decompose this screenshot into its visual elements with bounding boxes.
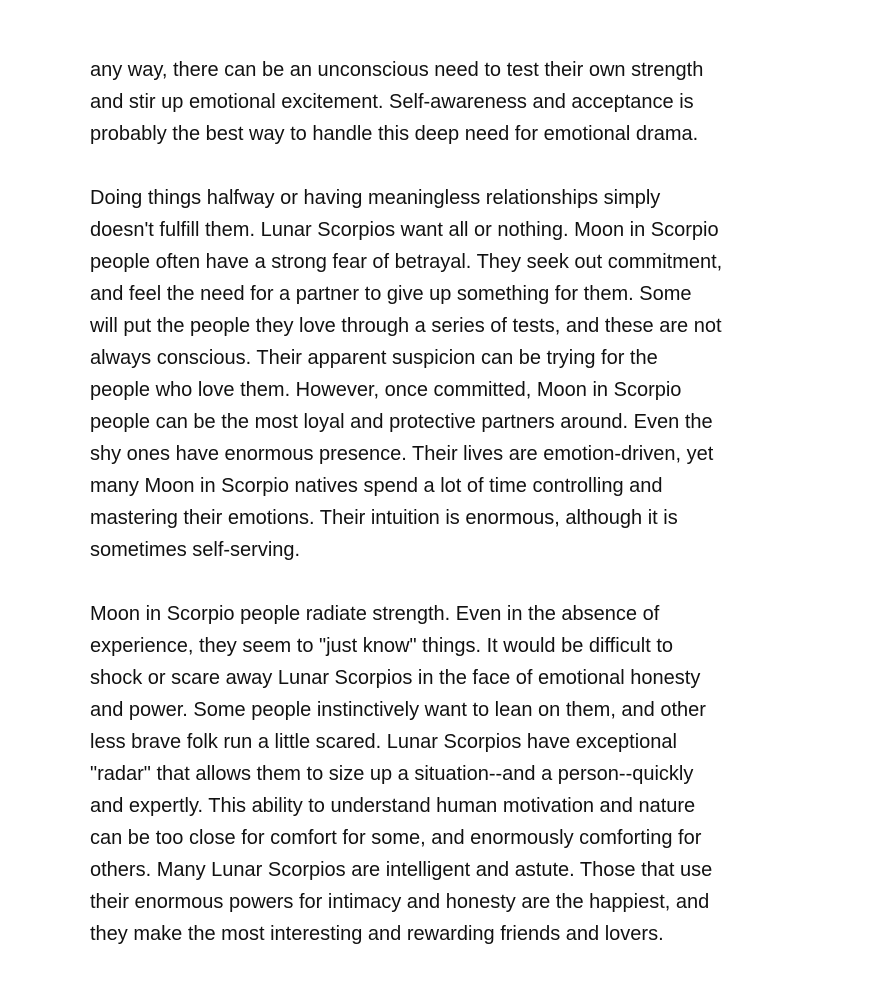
text-line: people often have a strong fear of betrayal. They seek out commitment, <box>90 251 723 273</box>
text-line: and expertly. This ability to understand human motivation and nature <box>90 795 696 817</box>
text-line: Doing things halfway or having meaningless relationships simply <box>90 187 661 209</box>
text-line: always conscious. Their apparent suspicion can be trying for the <box>90 347 658 369</box>
text-line: their enormous powers for intimacy and honesty are the happiest, and <box>90 891 710 913</box>
text-line: experience, they seem to "just know" things. It would be difficult to <box>90 635 674 657</box>
paragraph <box>90 598 800 950</box>
text-line: can be too close for comfort for some, and enormously comforting for <box>90 827 702 849</box>
text-line: probably the best way to handle this deep need for emotional drama. <box>90 123 699 145</box>
text-line: and stir up emotional excitement. Self-awareness and acceptance is <box>90 91 694 113</box>
paragraph <box>90 182 800 566</box>
text-line: mastering their emotions. Their intuition is enormous, although it is <box>90 507 678 529</box>
text-line: and power. Some people instinctively want to lean on them, and other <box>90 699 706 721</box>
text-line: any way, there can be an unconscious need to test their own strength <box>90 59 704 81</box>
text-line: and feel the need for a partner to give up something for them. Some <box>90 283 692 305</box>
text-line: Moon in Scorpio people radiate strength. Even in the absence of <box>90 603 660 625</box>
paragraph <box>90 54 800 150</box>
text-line: doesn't fulfill them. Lunar Scorpios want all or nothing. Moon in Scorpio <box>90 219 719 241</box>
text-line: shock or scare away Lunar Scorpios in the face of emotional honesty <box>90 667 701 689</box>
text-line: "radar" that allows them to size up a situation--and a person--quickly <box>90 763 694 785</box>
text-line: many Moon in Scorpio natives spend a lot of time controlling and <box>90 475 663 497</box>
text-line: they make the most interesting and rewarding friends and lovers. <box>90 923 664 945</box>
text-line: people can be the most loyal and protective partners around. Even the <box>90 411 713 433</box>
text-line: people who love them. However, once committed, Moon in Scorpio <box>90 379 682 401</box>
article-body <box>90 54 800 982</box>
text-line: sometimes self-serving. <box>90 539 301 561</box>
text-line: others. Many Lunar Scorpios are intelligent and astute. Those that use <box>90 859 713 881</box>
text-line: will put the people they love through a series of tests, and these are not <box>90 315 722 337</box>
text-line: shy ones have enormous presence. Their lives are emotion-driven, yet <box>90 443 714 465</box>
text-line: less brave folk run a little scared. Lunar Scorpios have exceptional <box>90 731 677 753</box>
